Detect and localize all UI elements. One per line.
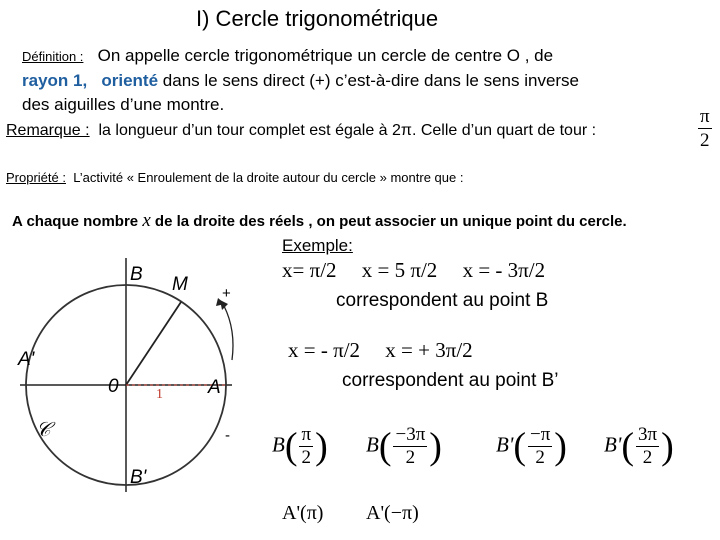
examples-row-1 [282, 258, 545, 283]
label-M: M [172, 274, 188, 295]
example-pi-over-2: x= π/2 [282, 258, 337, 282]
definition-text-1: On appelle cercle trigonométrique un cercle de centre O , de [97, 46, 554, 65]
definition [22, 44, 579, 117]
formula-point: B [366, 432, 379, 457]
label-Aprime: A' [18, 349, 35, 370]
formula-B-minus-3pi-2: B( $\frac{-3\pi}{2}$ ) [366, 424, 442, 468]
quarter-turn-fraction [698, 106, 712, 153]
exemple-label [282, 236, 353, 256]
formula-num: −3π [395, 424, 426, 445]
example-minus-pi-over-2: x = - π/2 [288, 338, 361, 362]
formula-B-pi-2: B( $\frac{\pi}{2}$ ) [272, 424, 328, 468]
statement-post: de la droite des réels , on peut associer un unique point du cercle. [154, 213, 627, 230]
formula-Bprime-minus-pi-2: B'( $\frac{-\pi}{2}$ ) [496, 424, 567, 468]
statement [12, 210, 627, 232]
definition-text-3: des aiguilles d’une montre. [22, 95, 225, 114]
radius-OM [126, 302, 181, 385]
formula-num: π [301, 424, 312, 445]
formula-den: 2 [535, 447, 545, 468]
definition-text-2: dans le sens direct (+) c’est-à-dire dans le sens inverse [162, 71, 580, 90]
exemple-label-text: Exemple: [282, 236, 353, 255]
formula-den: 2 [405, 447, 416, 468]
label-minus: - [225, 427, 230, 444]
formula-den: 2 [642, 447, 653, 468]
formula-num: 3π [637, 424, 658, 445]
label-plus: + [222, 285, 231, 302]
formula-Aprime-pi: A'(π) [282, 502, 324, 524]
quarter-den: 2 [700, 130, 710, 151]
remarque-text: la longueur d’un tour complet est égale à 2π. Celle d’un quart de tour : [98, 122, 597, 139]
definition-oriented: orienté [101, 71, 159, 90]
statement-pre: A chaque nombre [12, 213, 139, 230]
label-B: B [130, 264, 143, 285]
formula-point: B [272, 432, 285, 457]
statement-var: x [142, 210, 151, 231]
correspond-B: correspondent au point B [336, 290, 549, 311]
label-O: 0 [108, 376, 119, 397]
remarque [6, 122, 596, 140]
orientation-arc [224, 306, 233, 360]
correspond-Bprime: correspondent au point B’ [342, 370, 559, 391]
example-3pi-over-2: x = + 3π/2 [385, 338, 473, 362]
example-5pi-over-2: x = 5 π/2 [361, 258, 438, 282]
propriete [6, 170, 463, 185]
formula-point: B' [604, 432, 622, 457]
definition-radius: rayon 1, [22, 71, 88, 90]
formula-den: 2 [301, 447, 312, 468]
remarque-label: Remarque : [6, 122, 90, 139]
definition-label: Définition : [22, 49, 84, 64]
example-minus-3pi-over-2: x = - 3π/2 [462, 258, 546, 282]
label-A: A [208, 377, 221, 398]
formula-point: B' [496, 432, 514, 457]
formula-num: −π [529, 424, 551, 445]
label-Bprime: B' [130, 467, 147, 488]
formula-Aprime-minus-pi: A'(−π) [366, 502, 419, 524]
propriete-label: Propriété : [6, 170, 66, 185]
propriete-text: L’activité « Enroulement de la droite autour du cercle » montre que : [73, 170, 464, 185]
label-C: 𝒞 [36, 419, 51, 441]
label-one: 1 [156, 387, 163, 402]
formula-Bprime-3pi-2: B'( $\frac{3\pi}{2}$ ) [604, 424, 674, 468]
quarter-num: π [700, 106, 710, 127]
examples-row-2 [288, 338, 473, 363]
page-title: I) Cercle trigonométrique [196, 6, 439, 31]
trig-circle-figure [0, 240, 270, 500]
